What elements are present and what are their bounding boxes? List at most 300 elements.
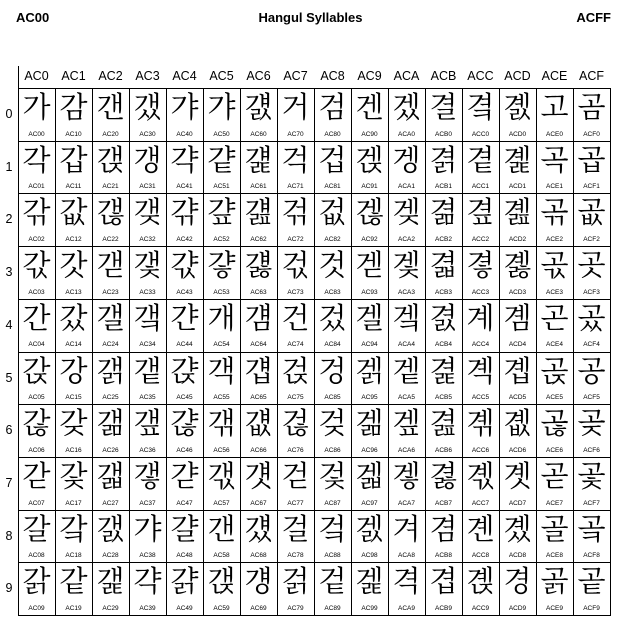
glyph-cell xyxy=(536,299,573,352)
glyph-cell xyxy=(462,562,499,615)
hangul-glyph: 겶 xyxy=(429,406,458,441)
glyph-cell xyxy=(499,88,536,141)
hangul-glyph: 겤 xyxy=(392,300,421,335)
glyph-cell xyxy=(573,246,610,299)
glyph-cell xyxy=(425,141,462,194)
range-end-label: ACFF xyxy=(576,10,611,25)
column-header: AC7 xyxy=(283,69,308,83)
glyph-cell xyxy=(55,193,92,246)
hangul-glyph: 걧 xyxy=(244,458,273,493)
hangul-glyph: 곷 xyxy=(577,458,606,493)
codepoint-label: ACB4 xyxy=(435,341,452,349)
codepoint-label: ACB9 xyxy=(435,604,452,612)
glyph-cell xyxy=(129,88,166,141)
column-header: ACB xyxy=(430,69,457,83)
glyph-cell xyxy=(203,404,240,457)
hangul-glyph: 곒 xyxy=(503,195,532,230)
row-header: 7 xyxy=(5,475,13,490)
grid-line-vertical xyxy=(18,66,19,615)
glyph-cell xyxy=(314,404,351,457)
hangul-glyph: 걸 xyxy=(281,511,310,546)
hangul-glyph: 걠 xyxy=(244,90,273,124)
glyph-cell xyxy=(536,246,573,299)
hangul-glyph: 갘 xyxy=(59,511,88,546)
grid-line-horizontal xyxy=(18,562,611,563)
glyph-cell xyxy=(55,457,92,510)
glyph-cell xyxy=(314,457,351,510)
codepoint-label: AC50 xyxy=(213,130,230,138)
hangul-glyph: 겈 xyxy=(318,511,347,546)
hangul-glyph: 곸 xyxy=(577,511,606,546)
codepoint-label: ACB6 xyxy=(435,446,452,454)
glyph-cell xyxy=(240,88,277,141)
glyph-cell xyxy=(573,352,610,405)
glyph-cell xyxy=(55,404,92,457)
codepoint-label: ACB0 xyxy=(435,130,452,138)
hangul-glyph: 겇 xyxy=(318,458,347,493)
codepoint-label: AC29 xyxy=(102,604,119,612)
glyph-cell xyxy=(240,141,277,194)
glyph-cell xyxy=(203,246,240,299)
codepoint-label: AC70 xyxy=(287,130,304,138)
hangul-glyph: 겂 xyxy=(318,195,347,230)
column-header: AC8 xyxy=(320,69,345,83)
block-title: Hangul Syllables xyxy=(258,10,363,25)
codepoint-label: AC68 xyxy=(250,552,267,560)
glyph-cell xyxy=(314,88,351,141)
glyph-cell xyxy=(129,457,166,510)
column-header: AC6 xyxy=(246,69,271,83)
hangul-glyph: 곳 xyxy=(577,248,606,283)
hangul-glyph: 곴 xyxy=(577,300,606,335)
hangul-glyph: 갠 xyxy=(96,90,125,124)
codepoint-label: ACA4 xyxy=(398,341,415,349)
hangul-glyph: 갡 xyxy=(207,564,236,599)
codepoint-label: AC59 xyxy=(213,604,230,612)
glyph-cell xyxy=(55,562,92,615)
hangul-glyph: 갹 xyxy=(133,564,162,599)
codepoint-label: ACD1 xyxy=(508,183,527,191)
glyph-cell xyxy=(573,404,610,457)
glyph-cell xyxy=(18,299,55,352)
codepoint-label: AC80 xyxy=(324,130,341,138)
hangul-glyph: 걢 xyxy=(244,195,273,230)
codepoint-label: ACB2 xyxy=(435,236,452,244)
glyph-cell xyxy=(462,352,499,405)
column-header: ACD xyxy=(504,69,531,83)
codepoint-label: AC67 xyxy=(250,499,267,507)
codepoint-label: ACC9 xyxy=(471,604,490,612)
glyph-cell xyxy=(129,141,166,194)
codepoint-label: ACE7 xyxy=(546,499,563,507)
hangul-glyph: 갔 xyxy=(59,300,88,335)
codepoint-label: ACA3 xyxy=(398,288,415,296)
row-header: 5 xyxy=(5,370,13,385)
codepoint-label: ACC1 xyxy=(471,183,490,191)
glyph-cell xyxy=(573,88,610,141)
hangul-glyph: 걥 xyxy=(244,353,273,388)
hangul-glyph: 걷 xyxy=(281,458,310,493)
glyph-cell xyxy=(388,88,425,141)
hangul-glyph: 갗 xyxy=(59,458,88,493)
codepoint-label: AC28 xyxy=(102,552,119,560)
hangul-glyph: 걡 xyxy=(244,142,273,177)
codepoint-label: AC17 xyxy=(65,499,82,507)
codepoint-label: AC60 xyxy=(250,130,267,138)
glyph-cell xyxy=(314,510,351,563)
hangul-glyph: 갵 xyxy=(133,353,162,388)
glyph-cell xyxy=(425,352,462,405)
glyph-cell xyxy=(18,562,55,615)
glyph-cell xyxy=(351,352,388,405)
codepoint-label: AC21 xyxy=(102,183,119,191)
codepoint-label: AC06 xyxy=(28,446,45,454)
codepoint-label: ACC6 xyxy=(471,446,490,454)
codepoint-label: AC15 xyxy=(65,394,82,402)
codepoint-label: ACE8 xyxy=(546,552,563,560)
codepoint-label: AC89 xyxy=(324,604,341,612)
glyph-cell xyxy=(314,352,351,405)
glyph-cell xyxy=(573,141,610,194)
grid-line-horizontal xyxy=(18,193,611,194)
glyph-cell xyxy=(129,246,166,299)
column-header: ACC xyxy=(467,69,494,83)
glyph-cell xyxy=(18,141,55,194)
glyph-cell xyxy=(166,510,203,563)
codepoint-label: ACE9 xyxy=(546,604,563,612)
codepoint-label: ACA7 xyxy=(398,499,415,507)
codepoint-label: ACD0 xyxy=(508,130,527,138)
hangul-glyph: 갂 xyxy=(22,195,51,230)
codepoint-label: AC51 xyxy=(213,183,230,191)
glyph-cell xyxy=(203,457,240,510)
glyph-cell xyxy=(92,141,129,194)
glyph-cell xyxy=(462,246,499,299)
hangul-glyph: 갧 xyxy=(96,458,125,493)
codepoint-label: ACF4 xyxy=(583,341,600,349)
codepoint-label: AC25 xyxy=(102,394,119,402)
glyph-cell xyxy=(166,246,203,299)
glyph-cell xyxy=(203,352,240,405)
codepoint-label: AC34 xyxy=(139,341,156,349)
hangul-glyph: 강 xyxy=(59,353,88,388)
hangul-glyph: 갾 xyxy=(170,406,199,441)
codepoint-label: ACC4 xyxy=(471,341,490,349)
codepoint-label: AC73 xyxy=(287,288,304,296)
hangul-glyph: 갥 xyxy=(96,353,125,388)
codepoint-label: AC98 xyxy=(361,552,378,560)
hangul-glyph: 갢 xyxy=(96,195,125,230)
codepoint-label: AC63 xyxy=(250,288,267,296)
glyph-cell xyxy=(277,299,314,352)
hangul-glyph: 걱 xyxy=(281,142,310,177)
glyph-cell xyxy=(55,299,92,352)
codepoint-label: ACD6 xyxy=(508,446,527,454)
glyph-cell xyxy=(166,88,203,141)
glyph-cell xyxy=(573,562,610,615)
hangul-glyph: 값 xyxy=(59,195,88,230)
glyph-cell xyxy=(388,510,425,563)
codepoint-label: ACC3 xyxy=(471,288,490,296)
glyph-cell xyxy=(129,510,166,563)
hangul-glyph: 겳 xyxy=(429,248,458,283)
glyph-cell xyxy=(351,88,388,141)
codepoint-label: AC36 xyxy=(139,446,156,454)
glyph-cell xyxy=(462,404,499,457)
codepoint-label: AC45 xyxy=(176,394,193,402)
codepoint-label: ACE3 xyxy=(546,288,563,296)
codepoint-label: AC38 xyxy=(139,552,156,560)
hangul-glyph: 곆 xyxy=(466,406,495,441)
glyph-cell xyxy=(18,510,55,563)
glyph-cell xyxy=(425,299,462,352)
glyph-cell xyxy=(18,404,55,457)
hangul-glyph: 갲 xyxy=(133,195,162,230)
codepoint-label: AC99 xyxy=(361,604,378,612)
glyph-cell xyxy=(388,457,425,510)
glyph-cell xyxy=(499,562,536,615)
hangul-glyph: 겸 xyxy=(429,511,458,546)
glyph-cell xyxy=(129,193,166,246)
hangul-glyph: 겒 xyxy=(355,195,384,230)
glyph-cell xyxy=(18,246,55,299)
glyph-cell xyxy=(499,404,536,457)
hangul-glyph: 같 xyxy=(59,564,88,599)
codepoint-label: ACD5 xyxy=(508,394,527,402)
codepoint-label: AC88 xyxy=(324,552,341,560)
glyph-cell xyxy=(351,141,388,194)
codepoint-label: ACA2 xyxy=(398,236,415,244)
hangul-glyph: 곈 xyxy=(466,511,495,546)
codepoint-label: AC42 xyxy=(176,236,193,244)
glyph-cell xyxy=(277,404,314,457)
codepoint-label: AC05 xyxy=(28,394,45,402)
glyph-cell xyxy=(425,88,462,141)
hangul-glyph: 곅 xyxy=(466,353,495,388)
codepoint-label: AC08 xyxy=(28,552,45,560)
hangul-glyph: 곔 xyxy=(503,300,532,335)
hangul-glyph: 겦 xyxy=(392,406,421,441)
codepoint-label: AC11 xyxy=(65,183,82,191)
glyph-cell xyxy=(277,562,314,615)
hangul-glyph: 겑 xyxy=(355,142,384,177)
hangul-glyph: 곶 xyxy=(577,406,606,441)
codepoint-label: ACB7 xyxy=(435,499,452,507)
glyph-cell xyxy=(462,193,499,246)
hangul-glyph: 곤 xyxy=(540,300,569,335)
codepoint-label: AC85 xyxy=(324,394,341,402)
codepoint-label: AC95 xyxy=(361,394,378,402)
column-header: ACF xyxy=(579,69,604,83)
codepoint-label: AC90 xyxy=(361,130,378,138)
grid-line-horizontal xyxy=(18,404,611,405)
codepoint-label: ACF5 xyxy=(583,394,600,402)
hangul-glyph: 겢 xyxy=(392,195,421,230)
glyph-cell xyxy=(425,193,462,246)
hangul-glyph: 겱 xyxy=(429,142,458,177)
codepoint-label: AC18 xyxy=(65,552,82,560)
glyph-cell xyxy=(388,141,425,194)
codepoint-label: AC07 xyxy=(28,499,45,507)
glyph-cell xyxy=(351,404,388,457)
glyph-cell xyxy=(203,88,240,141)
column-header: ACE xyxy=(541,69,568,83)
hangul-glyph: 걓 xyxy=(207,248,236,283)
hangul-glyph: 겗 xyxy=(355,458,384,493)
hangul-glyph: 겠 xyxy=(392,90,421,124)
hangul-glyph: 경 xyxy=(503,564,532,599)
hangul-glyph: 겄 xyxy=(318,300,347,335)
hangul-glyph: 곩 xyxy=(540,564,569,599)
hangul-glyph: 겕 xyxy=(355,353,384,388)
glyph-cell xyxy=(92,299,129,352)
glyph-cell xyxy=(425,246,462,299)
codepoint-label: AC97 xyxy=(361,499,378,507)
glyph-cell xyxy=(92,562,129,615)
glyph-cell xyxy=(240,457,277,510)
hangul-glyph: 각 xyxy=(22,142,51,177)
glyph-cell xyxy=(92,457,129,510)
glyph-cell xyxy=(166,193,203,246)
hangul-glyph: 곡 xyxy=(540,142,569,177)
hangul-glyph: 갴 xyxy=(133,300,162,335)
codepoint-label: AC64 xyxy=(250,341,267,349)
codepoint-label: ACB5 xyxy=(435,394,452,402)
hangul-glyph: 곘 xyxy=(503,511,532,546)
codepoint-label: AC52 xyxy=(213,236,230,244)
hangul-glyph: 갦 xyxy=(96,406,125,441)
hangul-glyph: 겵 xyxy=(429,353,458,388)
hangul-glyph: 갶 xyxy=(133,406,162,441)
glyph-cell xyxy=(425,510,462,563)
grid-line-horizontal xyxy=(18,352,611,353)
glyph-cell xyxy=(573,299,610,352)
hangul-glyph: 겉 xyxy=(318,564,347,599)
glyph-cell xyxy=(536,404,573,457)
codepoint-label: AC58 xyxy=(213,552,230,560)
glyph-cell xyxy=(277,88,314,141)
hangul-glyph: 갱 xyxy=(133,142,162,177)
glyph-cell xyxy=(499,510,536,563)
codepoint-label: AC03 xyxy=(28,288,45,296)
row-header: 8 xyxy=(5,528,13,543)
hangul-glyph: 겆 xyxy=(318,406,347,441)
hangul-glyph: 곉 xyxy=(466,564,495,599)
codepoint-label: AC65 xyxy=(250,394,267,402)
codepoint-label: ACA0 xyxy=(398,130,415,138)
glyph-cell xyxy=(536,193,573,246)
hangul-glyph: 걩 xyxy=(244,564,273,599)
codepoint-label: ACE1 xyxy=(546,183,563,191)
glyph-cell xyxy=(351,562,388,615)
glyph-cell xyxy=(240,352,277,405)
codepoint-label: AC86 xyxy=(324,446,341,454)
hangul-glyph: 겁 xyxy=(318,142,347,177)
hangul-glyph: 갸 xyxy=(170,90,199,124)
hangul-glyph: 겔 xyxy=(355,300,384,335)
glyph-cell xyxy=(203,562,240,615)
hangul-glyph: 걵 xyxy=(281,353,310,388)
codepoint-label: AC09 xyxy=(28,604,45,612)
hangul-glyph: 겖 xyxy=(355,406,384,441)
hangul-glyph: 갠 xyxy=(207,511,236,546)
codepoint-label: AC94 xyxy=(361,341,378,349)
hangul-glyph: 결 xyxy=(429,90,458,124)
codepoint-label: AC66 xyxy=(250,446,267,454)
grid-line-horizontal xyxy=(18,615,611,616)
hangul-glyph: 곖 xyxy=(503,406,532,441)
column-header: AC2 xyxy=(98,69,123,83)
hangul-glyph: 걒 xyxy=(207,195,236,230)
codepoint-label: AC30 xyxy=(139,130,156,138)
hangul-glyph: 갅 xyxy=(22,353,51,388)
codepoint-label: ACD4 xyxy=(508,341,527,349)
codepoint-label: AC40 xyxy=(176,130,193,138)
hangul-glyph: 겙 xyxy=(355,564,384,599)
glyph-cell xyxy=(499,352,536,405)
codepoint-label: AC22 xyxy=(102,236,119,244)
codepoint-label: AC77 xyxy=(287,499,304,507)
codepoint-label: AC01 xyxy=(28,183,45,191)
column-header: AC3 xyxy=(135,69,160,83)
hangul-glyph: 갉 xyxy=(22,564,51,599)
column-header: AC0 xyxy=(24,69,49,83)
glyph-cell xyxy=(203,510,240,563)
glyph-cell xyxy=(18,352,55,405)
glyph-cell xyxy=(55,141,92,194)
hangul-glyph: 갻 xyxy=(170,248,199,283)
glyph-cell xyxy=(18,457,55,510)
glyph-cell xyxy=(388,299,425,352)
glyph-cell xyxy=(18,193,55,246)
hangul-glyph: 곲 xyxy=(577,195,606,230)
hangul-glyph: 갨 xyxy=(96,511,125,546)
codepoint-label: ACC8 xyxy=(471,552,490,560)
codepoint-label: ACB3 xyxy=(435,288,452,296)
codepoint-label: AC39 xyxy=(139,604,156,612)
glyph-cell xyxy=(351,299,388,352)
hangul-glyph: 걨 xyxy=(244,511,273,546)
glyph-cell xyxy=(388,246,425,299)
hangul-glyph: 곣 xyxy=(540,248,569,283)
glyph-cell xyxy=(462,88,499,141)
codepoint-label: ACE6 xyxy=(546,446,563,454)
codepoint-label: ACC7 xyxy=(471,499,490,507)
glyph-cell xyxy=(92,193,129,246)
codepoint-label: AC69 xyxy=(250,604,267,612)
codepoint-label: ACE4 xyxy=(546,341,563,349)
codepoint-label: AC56 xyxy=(213,446,230,454)
codepoint-label: AC83 xyxy=(324,288,341,296)
codepoint-label: AC96 xyxy=(361,446,378,454)
glyph-cell xyxy=(499,457,536,510)
codepoint-label: ACF0 xyxy=(583,130,600,138)
glyph-cell xyxy=(203,141,240,194)
hangul-glyph: 갇 xyxy=(22,458,51,493)
hangul-glyph: 겥 xyxy=(392,353,421,388)
hangul-glyph: 계 xyxy=(466,300,495,335)
codepoint-label: AC57 xyxy=(213,499,230,507)
codepoint-label: AC13 xyxy=(65,288,82,296)
hangul-glyph: 객 xyxy=(207,353,236,388)
codepoint-label: AC81 xyxy=(324,183,341,191)
row-header: 6 xyxy=(5,423,13,438)
codepoint-label: AC76 xyxy=(287,446,304,454)
codepoint-label: AC82 xyxy=(324,236,341,244)
hangul-glyph: 갣 xyxy=(96,248,125,283)
hangul-glyph: 걳 xyxy=(281,248,310,283)
glyph-cell xyxy=(166,352,203,405)
